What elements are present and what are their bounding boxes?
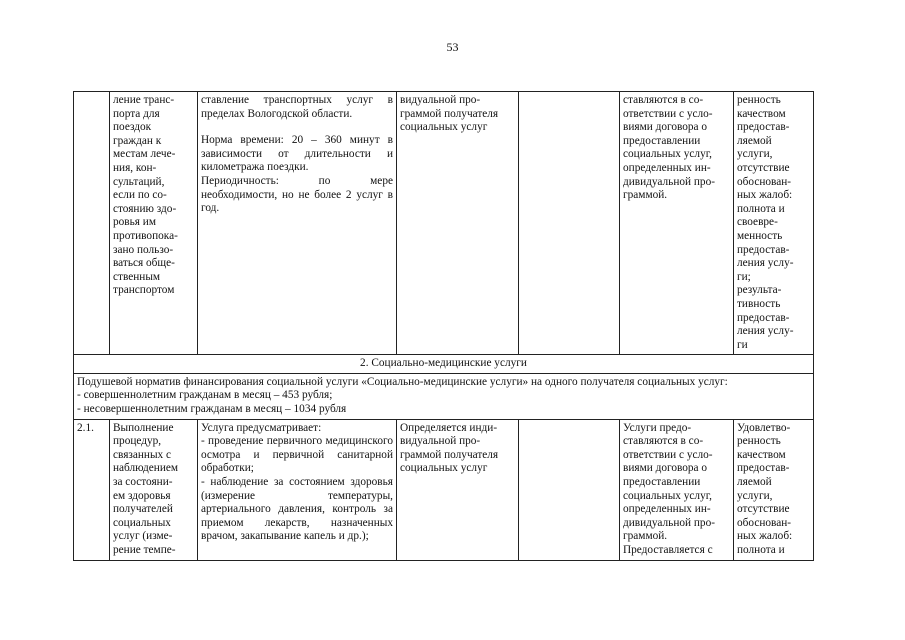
table-row — [74, 419, 814, 560]
section-header-row — [74, 355, 814, 374]
description-paragraph: Норма времени: 20 – 360 минут в зависимости от длительности и километража поездки. — [201, 134, 393, 174]
row-number-cell: 2.1. — [74, 419, 110, 560]
service-description-cell — [198, 92, 397, 355]
service-name-cell: Выполнение процедур, связанных с наблюдением за состояни- ем здоровья получателей социальных услуг (изме- рение темпе- — [110, 419, 198, 560]
service-description-cell: Услуга предусматривает: - проведение первичного медицинского осмотра и первичной санитарной обработки; - наблюдение за состоянием здоровья (измерение температуры, артериального давления, контроль за приемом лекарств, назначенных врачом, закапывание капель и др.); — [198, 419, 397, 560]
blank-cell — [519, 419, 620, 560]
financing-norm-text: Подушевой норматив финансирования социальной услуги «Социально-медицинские услуги» на одного получателя социальных услуг: - совершеннолетним гражданам в месяц – 453 рубля; - несовершеннолетним гражданам в месяц – 1034 рубля — [74, 373, 814, 419]
page-number: 53 — [446, 40, 459, 54]
norm-row — [74, 373, 814, 419]
row-number-cell — [74, 92, 110, 355]
service-conditions-cell: Услуги предо- ставляются в со- ответствии с усло- виями договора о предоставлении социальных услуг, определенных ин- дивидуальной про- граммой. Предоставляется с — [620, 419, 734, 560]
service-name-cell: ление транс- порта для поездок граждан к местам лече- ния, кон- сультаций, если по со- стоянию здо- ровья им противопока- зано пользо- ваться обще- ственным транспортом — [110, 92, 198, 355]
table-row — [74, 92, 814, 355]
service-conditions-cell: ставляются в со- ответствии с усло- виями договора о предоставлении социальных услуг, определенных ин- дивидуальной про- граммой. — [620, 92, 734, 355]
quality-indicators-cell: Удовлетво- ренность качеством предостав- ляемой услуги, отсутствие обоснован- ных жалоб: полнота и — [734, 419, 814, 560]
section-title: 2. Социально-медицинские услуги — [74, 355, 814, 374]
description-paragraph: Периодичность: по мере необходимости, но не более 2 услуг в год. — [201, 174, 393, 215]
service-term-cell: Определяется инди- видуальной про- граммой получателя социальных услуг — [397, 419, 519, 560]
description-paragraph: ставление транспортных услуг в пределах Вологодской области. — [201, 94, 393, 120]
quality-indicators-cell: ренность качеством предостав- ляемой услуги, отсутствие обоснован- ных жалоб: полнота и своевре- менность предостав- ления услу- ги; результа- тивность предостав- ления услу- ги — [734, 92, 814, 355]
blank-cell — [519, 92, 620, 355]
services-table — [73, 91, 814, 561]
service-term-cell: видуальной про- граммой получателя социальных услуг — [397, 92, 519, 355]
